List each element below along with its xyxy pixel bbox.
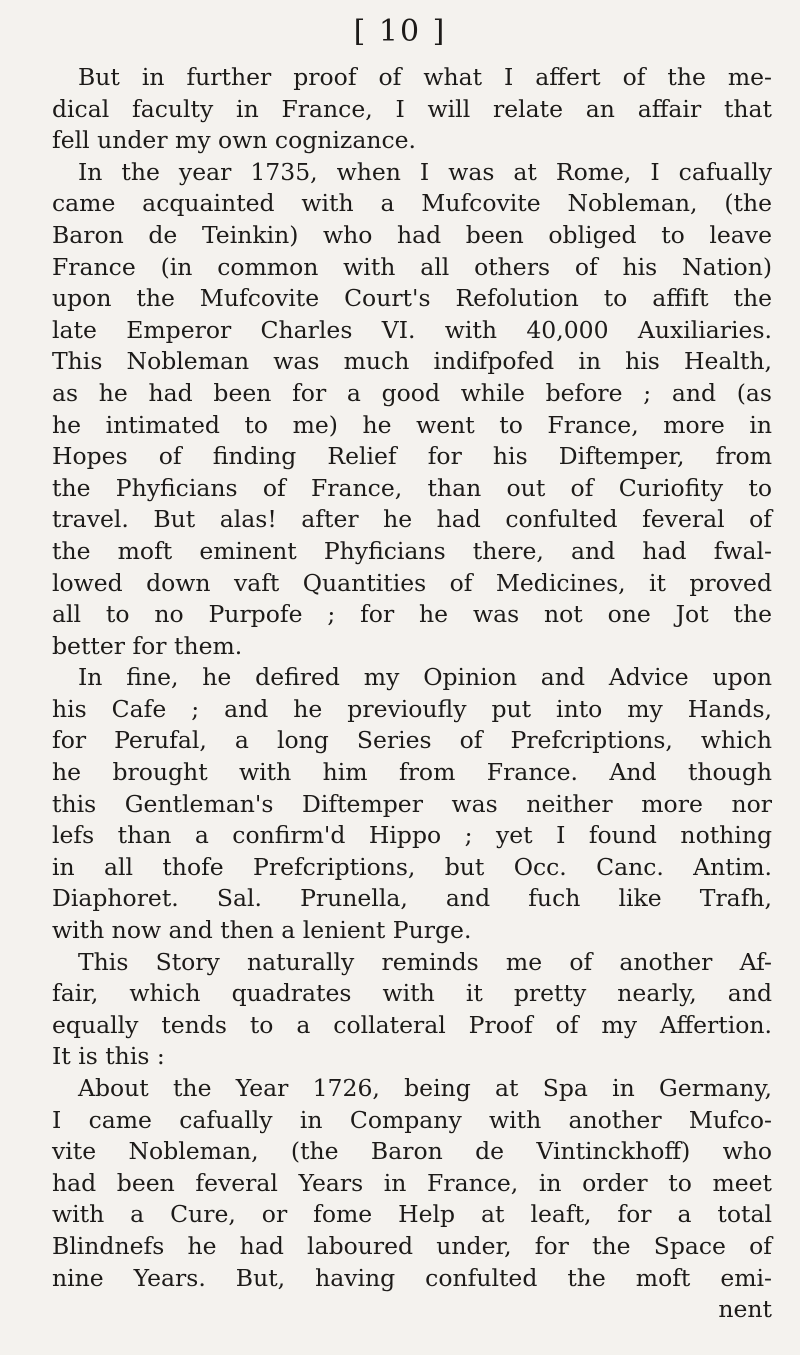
- text-line: came acquainted with a Mufcovite Nobleman, (the: [52, 189, 772, 218]
- text-line: had been feveral Years in France, in order to meet: [52, 1168, 772, 1197]
- text-line: Blindnefs he had laboured under, for the Space of: [52, 1231, 772, 1260]
- text-line: the moft eminent Phyficians there, and had fwal-: [52, 536, 772, 565]
- text-line: This Nobleman was much indifpofed in his Health,: [52, 347, 772, 376]
- text-line: vite Nobleman, (the Baron de Vintinckhoff) who: [52, 1137, 772, 1166]
- text-line: as he had been for a good while before ; and (as: [52, 378, 772, 407]
- text-line: he intimated to me) he went to France, more in: [52, 410, 772, 439]
- text-line: Hopes of finding Relief for his Diftemper, from: [52, 442, 772, 471]
- text-line: for Perufal, a long Series of Prefcriptions, which: [52, 726, 772, 755]
- text-line: Diaphoret. Sal. Prunella, and fuch like Trafh,: [52, 884, 772, 913]
- text-line: fair, which quadrates with it pretty nearly, and: [52, 979, 772, 1008]
- text-line: nine Years. But, having confulted the moft emi-: [52, 1263, 772, 1292]
- text-line: dical faculty in France, I will relate an affair that: [52, 94, 772, 123]
- text-line: But in further proof of what I affert of the me-: [78, 63, 772, 91]
- page-number: [ 10 ]: [353, 14, 447, 49]
- text-line: lowed down vaft Quantities of Medicines, it proved: [52, 568, 772, 597]
- text-line: lefs than a confirm'd Hippo ; yet I found nothing: [52, 821, 772, 850]
- catchword: nent: [718, 1295, 772, 1324]
- text-line: upon the Mufcovite Court's Refolution to affift the: [52, 284, 772, 313]
- text-line: It is this :: [52, 1042, 165, 1071]
- text-line: Baron de Teinkin) who had been obliged to leave: [52, 220, 772, 249]
- text-line: his Cafe ; and he previoufly put into my Hands,: [52, 694, 772, 723]
- text-line: This Story naturally reminds me of another Af-: [78, 947, 772, 976]
- text-line: in all thofe Prefcriptions, but Occ. Canc. Antim.: [52, 852, 772, 881]
- text-line: equally tends to a collateral Proof of my Affertion.: [52, 1010, 772, 1039]
- text-line: I came cafually in Company with another Mufco-: [52, 1105, 772, 1134]
- text-line: the Phyficians of France, than out of Curiofity to: [52, 473, 772, 502]
- text-line: About the Year 1726, being at Spa in Germany,: [78, 1074, 772, 1102]
- text-line: France (in common with all others of his Nation): [52, 252, 772, 281]
- text-line: this Gentleman's Diftemper was neither more nor: [52, 789, 772, 818]
- text-line: late Emperor Charles VI. with 40,000 Auxiliaries.: [52, 315, 772, 344]
- text-line: better for them.: [52, 631, 243, 660]
- text-line: travel. But alas! after he had confulted feveral of: [52, 505, 772, 534]
- text-line: all to no Purpofe ; for he was not one Jot the: [52, 600, 772, 629]
- text-line: with now and then a lenient Purge.: [52, 916, 472, 945]
- text-line: with a Cure, or fome Help at leaft, for a total: [52, 1200, 772, 1229]
- body-text: [52, 62, 772, 1326]
- text-line: In fine, he defired my Opinion and Advice upon: [78, 663, 772, 692]
- text-line: fell under my own cognizance.: [52, 126, 416, 155]
- text-line: he brought with him from France. And though: [52, 758, 772, 787]
- text-line: In the year 1735, when I was at Rome, I cafually: [78, 157, 772, 186]
